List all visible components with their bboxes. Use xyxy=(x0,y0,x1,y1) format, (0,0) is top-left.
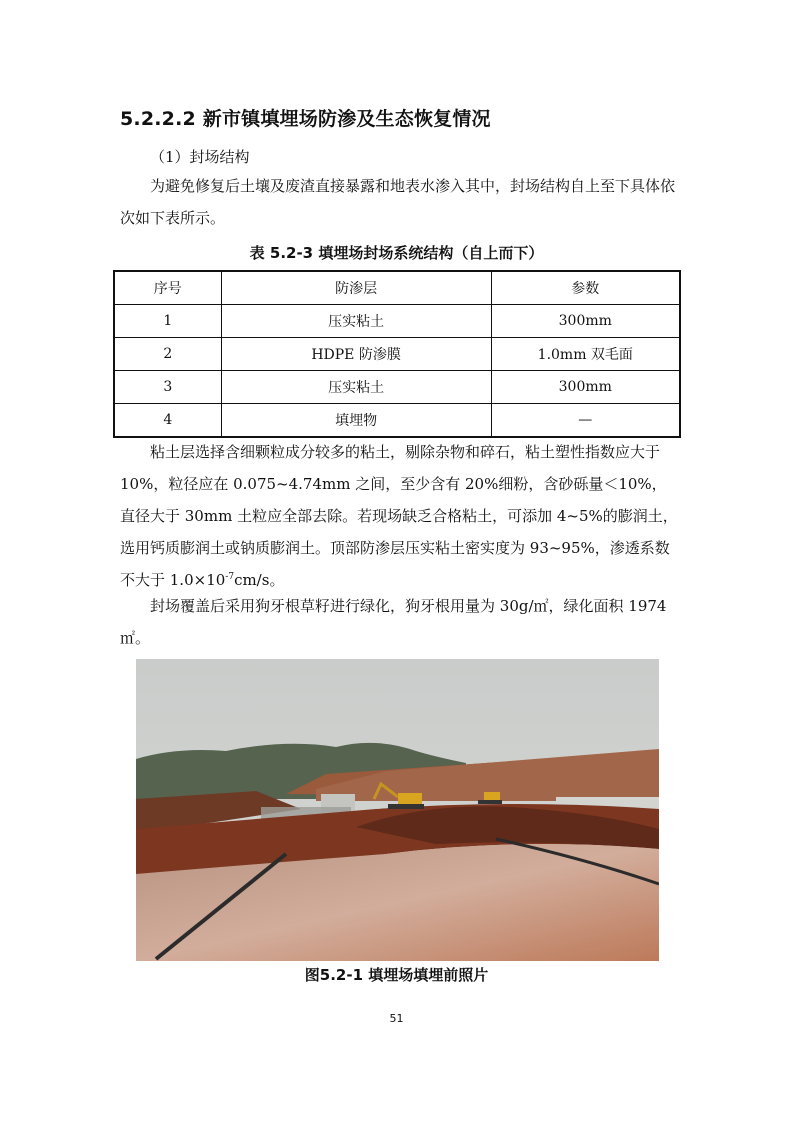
cell-param: 1.0mm 双毛面 xyxy=(491,338,680,371)
figure-caption: 图5.2-1 填埋场填埋前照片 xyxy=(304,966,489,984)
greening-paragraph: 封场覆盖后采用狗牙根草籽进行绿化，狗牙根用量为 30g/㎡，绿化面积 1974㎡。 xyxy=(120,597,667,647)
table-row xyxy=(114,404,680,438)
intro-paragraph: 为避免修复后土壤及废渣直接暴露和地表水渗入其中，封场结构自上至下具体依次如下表所示。 xyxy=(120,177,676,227)
cell-layer: 压实粘土 xyxy=(221,371,491,404)
cell-no: 1 xyxy=(114,305,221,338)
table-row xyxy=(114,338,680,371)
header-param: 参数 xyxy=(491,271,680,305)
table-caption: 表 5.2-3 填埋场封场系统结构（自上而下） xyxy=(249,244,544,262)
cell-param: — xyxy=(491,404,680,438)
cell-param: 300mm xyxy=(491,371,680,404)
closure-structure-table xyxy=(113,270,681,438)
cell-param: 300mm xyxy=(491,305,680,338)
table-header-row xyxy=(114,271,680,305)
subsection-title: （1）封场结构 xyxy=(150,148,250,166)
page-number: 51 xyxy=(389,1012,404,1025)
clay-paragraph xyxy=(120,436,680,596)
table-row xyxy=(114,305,680,338)
cell-layer: 压实粘土 xyxy=(221,305,491,338)
landfill-photo xyxy=(136,659,659,961)
header-no: 序号 xyxy=(114,271,221,305)
header-layer: 防渗层 xyxy=(221,271,491,305)
cell-layer: 填埋物 xyxy=(221,404,491,438)
cell-no: 2 xyxy=(114,338,221,371)
table-row xyxy=(114,371,680,404)
cell-no: 3 xyxy=(114,371,221,404)
section-heading: 5.2.2.2 新市镇填埋场防渗及生态恢复情况 xyxy=(120,108,491,130)
clay-text: 粘土层选择含细颗粒成分较多的粘土，剔除杂物和碎石，粘土塑性指数应大于 10%，粒径应在 0.075~4.74mm 之间，至少含有 20%细粉，含砂砾量＜10%，直径大于 30mm 土粒应全部去除。若现场缺乏合格粘土，可添加 4~5%的膨润土，选用钙质膨润土或钠质膨润土。顶部防渗层压实粘土密实度为 93~95%，渗透系数不大于 1.0×10 xyxy=(120,443,678,589)
cell-no: 4 xyxy=(114,404,221,438)
cell-layer: HDPE 防渗膜 xyxy=(221,338,491,371)
exponent: -7 xyxy=(225,572,235,582)
clay-unit: cm/s。 xyxy=(234,571,285,589)
